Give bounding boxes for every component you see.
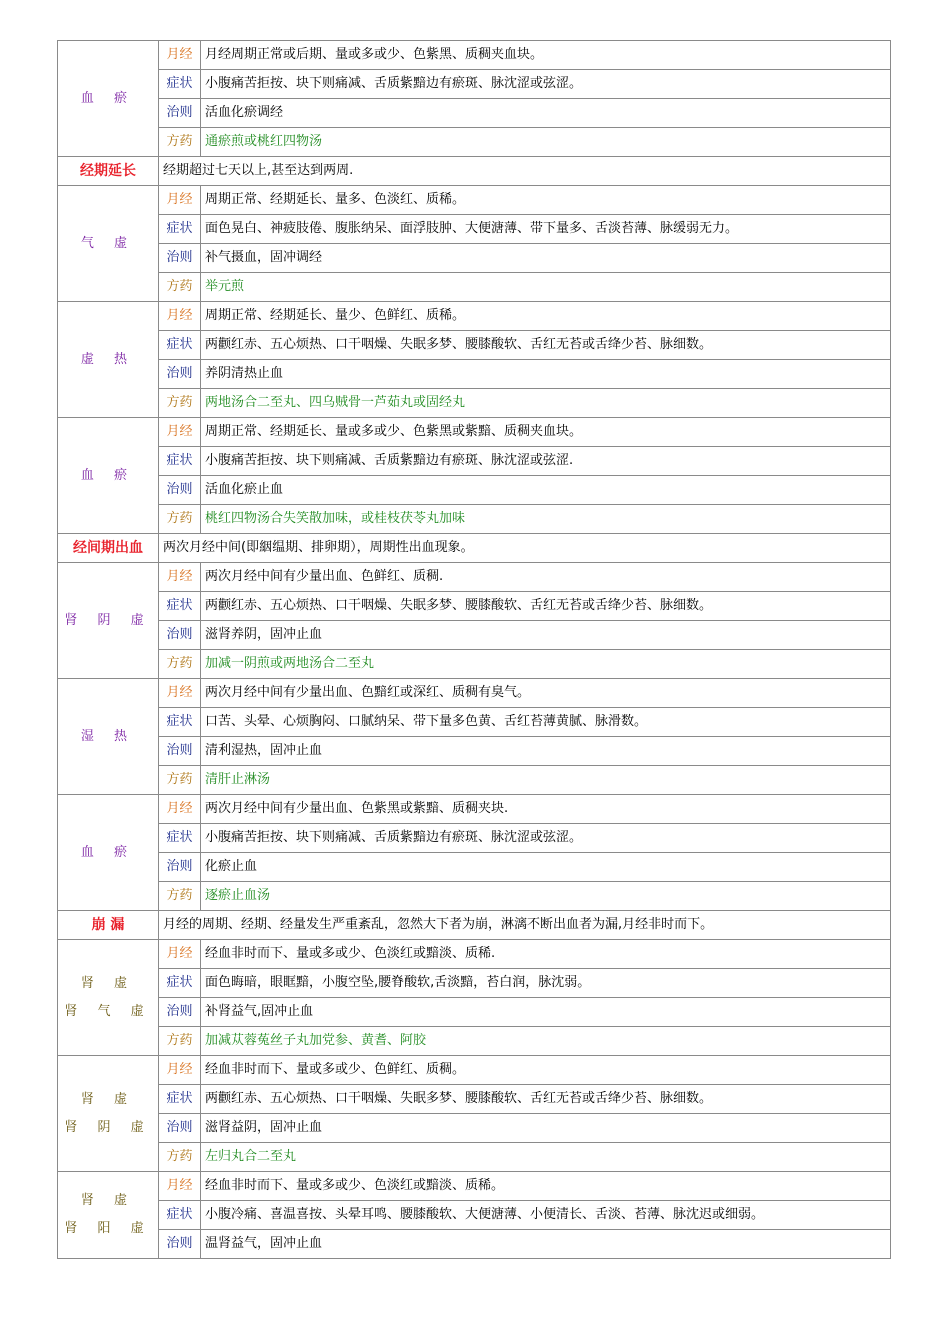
pattern-subname-line: 肾 气 虚	[64, 1003, 152, 1019]
pattern-row	[58, 824, 891, 853]
row-text-zhengzhuang: 小腹冷痛、喜温喜按、头晕耳鸣、腰膝酸软、大便溏薄、小便清长、舌淡、苔薄、脉沈迟或细弱。	[201, 1201, 891, 1230]
row-text-fangyao: 左归丸合二至丸	[201, 1143, 891, 1172]
category-description: 月经的周期、经期、经量发生严重紊乱，忽然大下者为崩，淋漓不断出血者为漏,月经非时而下。	[159, 911, 891, 940]
row-label-zhize: 治则	[159, 244, 201, 273]
pattern-subname-line: 肾 阳 虚	[64, 1221, 152, 1236]
pattern-row	[58, 447, 891, 476]
row-text-yuejing: 周期正常、经期延长、量或多或少、色紫黑或紫黯、质稠夹血块。	[201, 418, 891, 447]
pattern-row	[58, 969, 891, 998]
row-label-yuejing: 月经	[159, 1172, 201, 1201]
row-label-zhengzhuang: 症状	[159, 592, 201, 621]
category-row	[58, 534, 891, 563]
pattern-row	[58, 1027, 891, 1056]
pattern-row	[58, 331, 891, 360]
tcm-menstrual-table	[57, 40, 891, 1259]
pattern-row	[58, 882, 891, 911]
pattern-row	[58, 389, 891, 418]
pattern-name	[58, 1172, 159, 1259]
pattern-name-line: 血 瘀	[80, 90, 136, 106]
row-label-yuejing: 月经	[159, 795, 201, 824]
pattern-row	[58, 679, 891, 708]
row-label-fangyao: 方药	[159, 128, 201, 157]
row-label-zhize: 治则	[159, 998, 201, 1027]
pattern-name	[58, 41, 159, 157]
row-text-yuejing: 两次月经中间有少量出血、色鲜红、质稠.	[201, 563, 891, 592]
pattern-name-line: 血 瘀	[80, 467, 136, 483]
row-text-zhize: 活血化瘀调经	[201, 99, 891, 128]
row-text-yuejing: 周期正常、经期延长、量多、色淡红、质稀。	[201, 186, 891, 215]
pattern-row	[58, 650, 891, 679]
row-label-fangyao: 方药	[159, 389, 201, 418]
pattern-row	[58, 1230, 891, 1259]
row-text-zhengzhuang: 口苦、头晕、心烦胸闷、口腻纳呆、带下量多色黄、舌红苔薄黄腻、脉滑数。	[201, 708, 891, 737]
pattern-name-line: 血 瘀	[80, 844, 136, 860]
pattern-row	[58, 505, 891, 534]
row-text-yuejing: 月经周期正常或后期、量或多或少、色紫黑、质稠夹血块。	[201, 41, 891, 70]
row-label-zhengzhuang: 症状	[159, 708, 201, 737]
row-text-zhengzhuang: 小腹痛苦拒按、块下则痛减、舌质紫黯边有瘀斑、脉沈涩或弦涩。	[201, 824, 891, 853]
pattern-row	[58, 70, 891, 99]
pattern-name	[58, 302, 159, 418]
row-label-fangyao: 方药	[159, 1027, 201, 1056]
row-label-yuejing: 月经	[159, 563, 201, 592]
pattern-name	[58, 1056, 159, 1172]
row-text-zhengzhuang: 面色晦暗，眼眶黯，小腹空坠,腰脊酸软,舌淡黯，苔白润，脉沈弱。	[201, 969, 891, 998]
pattern-name	[58, 418, 159, 534]
row-text-zhize: 滋肾养阴，固冲止血	[201, 621, 891, 650]
row-text-yuejing: 周期正常、经期延长、量少、色鲜红、质稀。	[201, 302, 891, 331]
row-text-zhengzhuang: 两颧红赤、五心烦热、口干咽燥、失眠多梦、腰膝酸软、舌红无苔或舌绛少苔、脉细数。	[201, 1085, 891, 1114]
row-text-zhengzhuang: 两颧红赤、五心烦热、口干咽燥、失眠多梦、腰膝酸软、舌红无苔或舌绛少苔、脉细数。	[201, 592, 891, 621]
row-label-zhengzhuang: 症状	[159, 1085, 201, 1114]
row-label-zhengzhuang: 症状	[159, 70, 201, 99]
pattern-name-line: 气 虚	[80, 235, 136, 251]
row-label-fangyao: 方药	[159, 650, 201, 679]
pattern-row	[58, 360, 891, 389]
pattern-name-line: 肾 阴 虚	[64, 612, 152, 628]
pattern-row	[58, 418, 891, 447]
pattern-row	[58, 186, 891, 215]
row-text-yuejing: 两次月经中间有少量出血、色紫黑或紫黯、质稠夹块.	[201, 795, 891, 824]
pattern-name	[58, 679, 159, 795]
pattern-row	[58, 1114, 891, 1143]
row-text-zhengzhuang: 面色晃白、神疲肢倦、腹胀纳呆、面浮肢肿、大便溏薄、带下量多、舌淡苔薄、脉缓弱无力。	[201, 215, 891, 244]
row-text-zhize: 活血化瘀止血	[201, 476, 891, 505]
row-label-yuejing: 月经	[159, 302, 201, 331]
pattern-row	[58, 708, 891, 737]
pattern-name-line: 肾 虚	[80, 1193, 136, 1208]
category-description: 两次月经中间(即絪缊期、排卵期），周期性出血现象。	[159, 534, 891, 563]
pattern-row	[58, 998, 891, 1027]
pattern-name	[58, 940, 159, 1056]
row-label-fangyao: 方药	[159, 273, 201, 302]
row-text-fangyao: 加减一阴煎或两地汤合二至丸	[201, 650, 891, 679]
pattern-row	[58, 766, 891, 795]
pattern-row	[58, 41, 891, 70]
row-text-fangyao: 桃红四物汤合失笑散加味，或桂枝茯苓丸加味	[201, 505, 891, 534]
row-label-zhengzhuang: 症状	[159, 215, 201, 244]
row-label-zhize: 治则	[159, 476, 201, 505]
pattern-row	[58, 940, 891, 969]
category-name: 经期延长	[58, 157, 159, 186]
row-text-zhize: 化瘀止血	[201, 853, 891, 882]
row-text-zhengzhuang: 小腹痛苦拒按、块下则痛减、舌质紫黯边有瘀斑、脉沈涩或弦涩.	[201, 447, 891, 476]
row-label-zhengzhuang: 症状	[159, 447, 201, 476]
row-text-zhize: 养阴清热止血	[201, 360, 891, 389]
row-label-fangyao: 方药	[159, 1143, 201, 1172]
row-text-zhize: 清利湿热，固冲止血	[201, 737, 891, 766]
pattern-name	[58, 795, 159, 911]
row-label-zhize: 治则	[159, 99, 201, 128]
pattern-name-line: 肾 虚	[80, 975, 136, 991]
row-text-yuejing: 经血非时而下、量或多或少、色淡红或黯淡、质稀.	[201, 940, 891, 969]
row-label-fangyao: 方药	[159, 766, 201, 795]
pattern-row	[58, 302, 891, 331]
pattern-subname-line: 肾 阴 虚	[64, 1119, 152, 1135]
row-label-yuejing: 月经	[159, 41, 201, 70]
row-label-zhengzhuang: 症状	[159, 331, 201, 360]
row-text-yuejing: 经血非时而下、量或多或少、色淡红或黯淡、质稀。	[201, 1172, 891, 1201]
row-label-yuejing: 月经	[159, 679, 201, 708]
row-text-zhize: 滋肾益阴，固冲止血	[201, 1114, 891, 1143]
category-row	[58, 157, 891, 186]
row-text-fangyao: 通瘀煎或桃红四物汤	[201, 128, 891, 157]
row-label-zhize: 治则	[159, 360, 201, 389]
pattern-row	[58, 592, 891, 621]
row-label-zhize: 治则	[159, 853, 201, 882]
pattern-row	[58, 853, 891, 882]
row-label-zhize: 治则	[159, 621, 201, 650]
row-label-zhengzhuang: 症状	[159, 969, 201, 998]
row-label-zhengzhuang: 症状	[159, 1201, 201, 1230]
row-text-fangyao: 举元煎	[201, 273, 891, 302]
row-text-yuejing: 经血非时而下、量或多或少、色鲜红、质稠。	[201, 1056, 891, 1085]
row-label-zhize: 治则	[159, 737, 201, 766]
row-label-zhize: 治则	[159, 1114, 201, 1143]
pattern-row	[58, 737, 891, 766]
row-label-yuejing: 月经	[159, 418, 201, 447]
row-text-yuejing: 两次月经中间有少量出血、色黯红或深红、质稠有臭气。	[201, 679, 891, 708]
row-label-fangyao: 方药	[159, 505, 201, 534]
category-row	[58, 911, 891, 940]
pattern-row	[58, 795, 891, 824]
row-text-zhengzhuang: 两颧红赤、五心烦热、口干咽燥、失眠多梦、腰膝酸软、舌红无苔或舌绛少苔、脉细数。	[201, 331, 891, 360]
row-text-zhize: 温肾益气，固冲止血	[201, 1230, 891, 1259]
row-text-fangyao: 加减苁蓉菟丝子丸加党参、黄耆、阿胶	[201, 1027, 891, 1056]
pattern-row	[58, 1172, 891, 1201]
pattern-row	[58, 621, 891, 650]
pattern-row	[58, 99, 891, 128]
pattern-row	[58, 244, 891, 273]
row-text-zhize: 补气摄血，固冲调经	[201, 244, 891, 273]
pattern-row	[58, 1143, 891, 1172]
row-text-fangyao: 清肝止淋汤	[201, 766, 891, 795]
row-label-yuejing: 月经	[159, 1056, 201, 1085]
category-name: 经间期出血	[58, 534, 159, 563]
pattern-row	[58, 273, 891, 302]
pattern-name-line: 湿 热	[80, 728, 136, 744]
row-label-fangyao: 方药	[159, 882, 201, 911]
row-label-zhize: 治则	[159, 1230, 201, 1259]
pattern-row	[58, 1201, 891, 1230]
category-description: 经期超过七天以上,甚至达到两周.	[159, 157, 891, 186]
pattern-name	[58, 563, 159, 679]
row-label-zhengzhuang: 症状	[159, 824, 201, 853]
pattern-row	[58, 476, 891, 505]
row-label-yuejing: 月经	[159, 940, 201, 969]
row-text-fangyao: 逐瘀止血汤	[201, 882, 891, 911]
pattern-row	[58, 563, 891, 592]
row-text-zhize: 补肾益气,固冲止血	[201, 998, 891, 1027]
pattern-row	[58, 215, 891, 244]
category-name: 崩 漏	[58, 911, 159, 940]
pattern-name-line: 肾 虚	[80, 1091, 136, 1107]
pattern-row	[58, 1085, 891, 1114]
row-label-yuejing: 月经	[159, 186, 201, 215]
pattern-name	[58, 186, 159, 302]
row-text-fangyao: 两地汤合二至丸、四乌贼骨一芦茹丸或固经丸	[201, 389, 891, 418]
pattern-name-line: 虚 热	[80, 351, 136, 367]
row-text-zhengzhuang: 小腹痛苦拒按、块下则痛减、舌质紫黯边有瘀斑、脉沈涩或弦涩。	[201, 70, 891, 99]
pattern-row	[58, 1056, 891, 1085]
pattern-row	[58, 128, 891, 157]
